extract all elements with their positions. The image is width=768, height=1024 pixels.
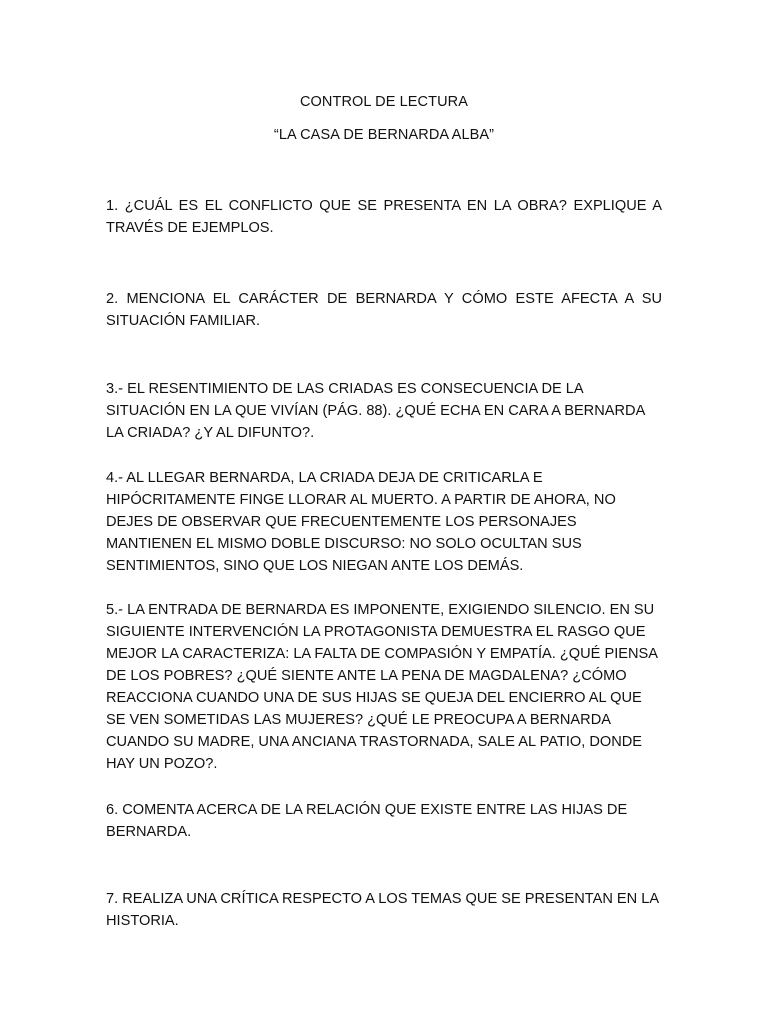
document-subtitle: “LA CASA DE BERNARDA ALBA” bbox=[273, 127, 495, 143]
question-4: 4.- AL LLEGAR BERNARDA, LA CRIADA DEJA DE CRITICARLA E HIPÓCRITAMENTE FINGE LLORAR AL MUERTO. A PARTIR DE AHORA, NO DEJES DE OBSERVAR QUE FRECUENTEMENTE LOS PERSONAJES MANTIENEN EL MISMO DOBLE DISCURSO: NO SOLO OCULTAN SUS SENTIMIENTOS, SINO QUE LOS NIEGAN ANTE LOS DEMÁS. bbox=[106, 470, 616, 574]
question-2: 2. MENCIONA EL CARÁCTER DE BERNARDA Y CÓMO ESTE AFECTA A SU SITUACIÓN FAMILIAR. bbox=[106, 291, 662, 329]
question-3: 3.- EL RESENTIMIENTO DE LAS CRIADAS ES CONSECUENCIA DE LA SITUACIÓN EN LA QUE VIVÍAN (PÁG. 88). ¿QUÉ ECHA EN CARA A BERNARDA LA CRIADA? ¿Y AL DIFUNTO?. bbox=[106, 381, 645, 441]
document-title: CONTROL DE LECTURA bbox=[299, 94, 469, 110]
question-1: 1. ¿CUÁL ES EL CONFLICTO QUE SE PRESENTA EN LA OBRA? EXPLIQUE A TRAVÉS DE EJEMPLOS. bbox=[106, 198, 662, 236]
question-6: 6. COMENTA ACERCA DE LA RELACIÓN QUE EXISTE ENTRE LAS HIJAS DE BERNARDA. bbox=[106, 802, 628, 840]
question-5: 5.- LA ENTRADA DE BERNARDA ES IMPONENTE, EXIGIENDO SILENCIO. EN SU SIGUIENTE INTERVENCIÓN LA PROTAGONISTA DEMUESTRA EL RASGO QUE MEJOR LA CARACTERIZA: LA FALTA DE COMPASIÓN Y EMPATÍA. ¿QUÉ PIENSA DE LOS POBRES? ¿QUÉ SIENTE ANTE LA PENA DE MAGDALENA? ¿CÓMO REACCIONA CUANDO UNA DE SUS HIJAS SE QUEJA DEL ENCIERRO AL QUE SE VEN SOMETIDAS LAS MUJERES? ¿QUÉ LE PREOCUPA A BERNARDA CUANDO SU MADRE, UNA ANCIANA TRASTORNADA, SALE AL PATIO, DONDE HAY UN POZO?. bbox=[106, 602, 658, 772]
question-7: 7. REALIZA UNA CRÍTICA RESPECTO A LOS TEMAS QUE SE PRESENTAN EN LA HISTORIA. bbox=[106, 891, 659, 929]
